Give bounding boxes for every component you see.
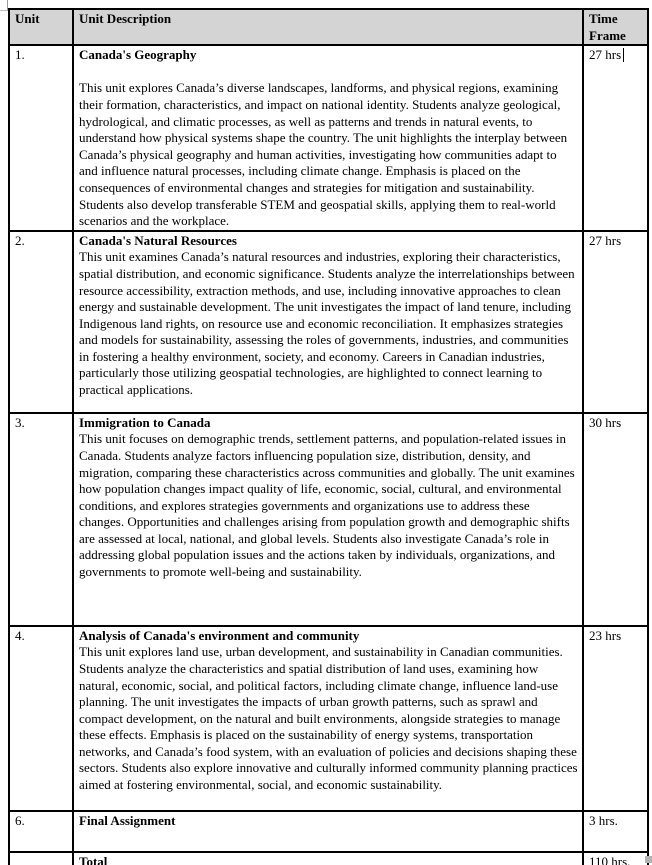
unit-number[interactable]: 6.	[9, 811, 73, 852]
unit-title: Analysis of Canada's environment and community	[79, 627, 360, 643]
unit-title: Canada's Natural Resources	[79, 232, 237, 248]
time-value: 23 hrs	[589, 627, 622, 643]
unit-description-cell[interactable]	[73, 45, 583, 231]
table-row	[9, 413, 648, 626]
unit-number[interactable]: 2.	[9, 231, 73, 413]
total-row	[9, 852, 648, 865]
unit-number[interactable]: 4.	[9, 626, 73, 811]
resize-handle-icon	[645, 856, 652, 863]
unit-number[interactable]: 1.	[9, 45, 73, 231]
time-frame-cell[interactable]	[583, 811, 648, 852]
time-value: 3 hrs.	[589, 812, 618, 828]
table-header-row	[9, 9, 648, 45]
unit-title: Final Assignment	[79, 812, 176, 828]
header-time-frame[interactable]: Time Frame	[583, 9, 648, 45]
total-time-cell[interactable]	[583, 852, 648, 865]
table-row	[9, 231, 648, 413]
time-value: 27 hrs	[589, 232, 622, 248]
table-row	[9, 811, 648, 852]
time-frame-cell[interactable]	[583, 413, 648, 626]
total-label-cell[interactable]	[73, 852, 583, 865]
table-handle-icon	[0, 0, 8, 11]
text-cursor	[623, 48, 624, 62]
unit-description-cell[interactable]	[73, 811, 583, 852]
total-label: Total	[79, 853, 108, 865]
unit-description: This unit explores land use, urban development, and sustainability in Canadian communities. Students analyze the characteristics and spatial distribution of land uses, examining how natural, economic, social, and political factors, including climate change, influence land-use planning. The unit investigates the impacts of urban growth patterns, such as sprawl and compact development, on the natural and built environments, alongside strategies to manage these effects. Emphasis is placed on the sustainability of energy systems, transportation networks, and Canada’s food system, with an evaluation of policies and decisions shaping these sectors. Students also explore innovative and culturally informed community planning practices aimed at fostering environmental, social, and economic sustainability.	[79, 644, 578, 793]
time-frame-cell[interactable]	[583, 231, 648, 413]
table-row	[9, 45, 648, 231]
unit-description: This unit explores Canada’s diverse landscapes, landforms, and physical regions, examining their formation, characteristics, and impact on national identity. Students analyze geological, hydrological, and climatic processes, as well as patterns and trends in natural events, to understand how physical systems shape the country. The unit highlights the interplay between Canada’s physical geography and human activities, investigating how communities adapt to and influence natural processes, including climate change. Emphasis is placed on the consequences of environmental changes and strategies for mitigation and sustainability. Students also develop transferable STEM and geospatial skills, applying them to real-world scenarios and the workplace.	[79, 80, 568, 229]
unit-number[interactable]: 3.	[9, 413, 73, 626]
unit-description-cell[interactable]	[73, 231, 583, 413]
table-row	[9, 626, 648, 811]
unit-description-cell[interactable]	[73, 413, 583, 626]
time-frame-cell[interactable]	[583, 45, 648, 231]
total-time-value: 110 hrs.	[589, 853, 631, 865]
unit-number-empty[interactable]	[9, 852, 73, 865]
time-value: 30 hrs	[589, 414, 622, 430]
header-unit[interactable]: Unit	[9, 9, 73, 45]
header-unit-description[interactable]: Unit Description	[73, 9, 583, 45]
time-value: 27 hrs	[589, 47, 622, 63]
blank-line	[79, 64, 578, 81]
unit-title: Immigration to Canada	[79, 414, 211, 430]
unit-title: Canada's Geography	[79, 47, 197, 63]
unit-description: This unit focuses on demographic trends, settlement patterns, and population-related issues in Canada. Students analyze factors influencing population size, distribution, density, and migration, comparing these characteristics across communities and globally. The unit examines how population changes impact quality of life, economic, social, cultural, and environmental conditions, and explores strategies governments and organizations use to address these changes. Opportunities and challenges arising from population growth and demographic shifts are assessed at local, national, and global levels. Students also investigate Canada’s role in addressing global population issues and the actions taken by individuals, organizations, and governments to promote well-being and sustainability.	[79, 431, 575, 580]
unit-description-cell[interactable]	[73, 626, 583, 811]
course-outline-table	[8, 8, 649, 865]
time-frame-cell[interactable]	[583, 626, 648, 811]
unit-description: This unit examines Canada’s natural resources and industries, exploring their characteristics, spatial distribution, and economic significance. Students analyze the interrelationships between resource accessibility, extraction methods, and use, including innovative approaches to clean energy and sustainable development. The unit investigates the impact of land tenure, including Indigenous land rights, on resource use and economic reconciliation. It emphasizes strategies and models for sustainability, assessing the roles of governments, industries, and communities in fostering a healthy environment, society, and economy. Careers in Canadian industries, particularly those utilizing geospatial technologies, are highlighted to connect learning to practical applications.	[79, 249, 575, 398]
